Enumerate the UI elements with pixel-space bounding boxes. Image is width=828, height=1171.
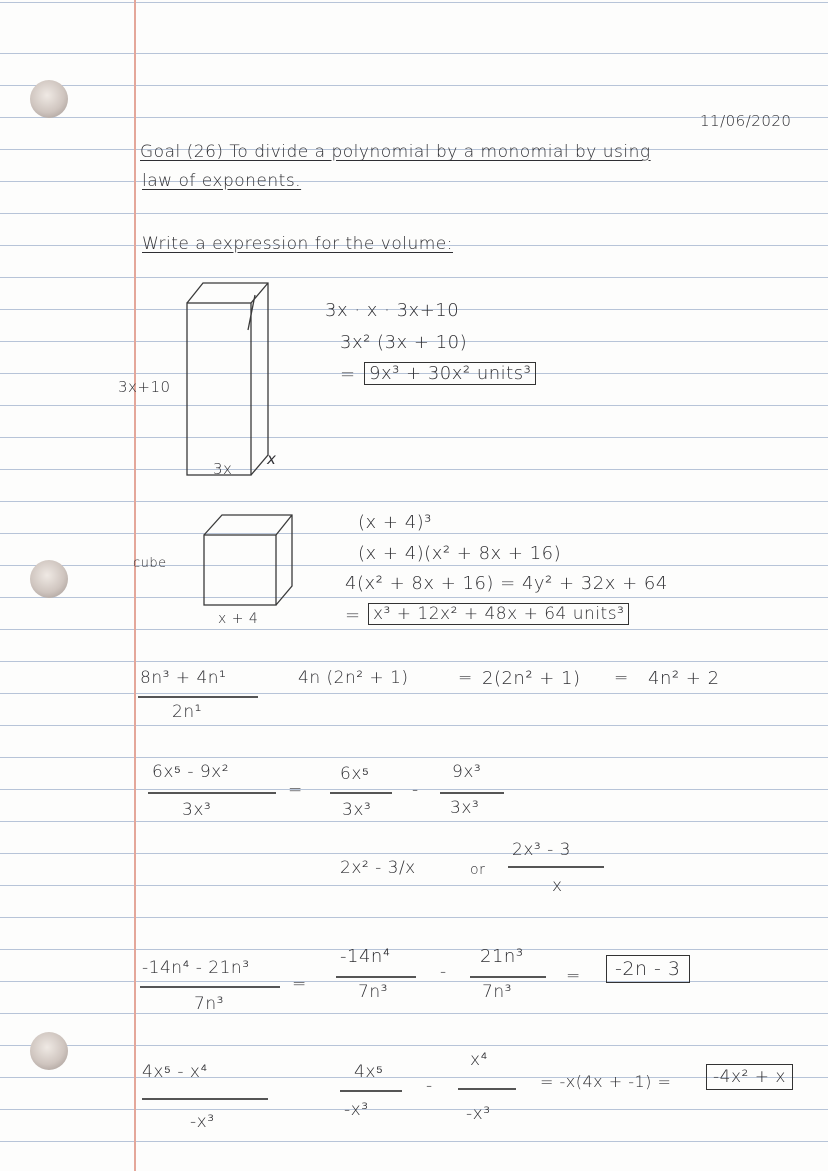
p2-simplified: 2x² - 3/x <box>340 858 416 878</box>
p4-term1-bar <box>340 1090 402 1092</box>
p2-term1-bar <box>330 792 392 794</box>
p2-term1-num: 6x⁵ <box>340 764 370 784</box>
p2-alt-num: 2x³ - 3 <box>512 840 571 860</box>
p2-term1-den: 3x³ <box>342 800 372 820</box>
p1-result: 4n² + 2 <box>648 668 720 689</box>
prism-answer-prefix: = <box>340 364 356 385</box>
cube-front-face <box>204 535 276 605</box>
prism-work-line-1: 3x · x · 3x+10 <box>325 300 460 321</box>
p2-eq: = <box>288 780 303 800</box>
p4-denominator: -x³ <box>190 1112 215 1132</box>
p4-term1-num: 4x⁵ <box>354 1062 384 1082</box>
cube-work-line-3: 4(x² + 8x + 16) = 4y² + 32x + 64 <box>345 573 668 594</box>
prism-width-label: 3x <box>213 460 233 478</box>
p2-alt-bar <box>508 866 604 868</box>
p2-or: or <box>470 862 486 878</box>
p3-term2-num: 21n³ <box>480 946 524 967</box>
prism-depth-label: x <box>267 450 277 468</box>
p2-denominator: 3x³ <box>182 800 212 820</box>
p3-denominator: 7n³ <box>194 994 224 1014</box>
p3-eq-2: = <box>566 966 581 986</box>
prism-answer-box: 9x³ + 30x² units³ <box>364 362 536 385</box>
p2-term2-bar <box>440 792 504 794</box>
p1-step-1: 4n (2n² + 1) <box>298 668 409 688</box>
p3-term1-den: 7n³ <box>358 982 388 1002</box>
p3-term1-num: -14n⁴ <box>340 946 391 967</box>
p2-term2-num: 9x³ <box>452 762 482 782</box>
p3-minus: - <box>440 962 447 982</box>
cube-answer-box: x³ + 12x² + 48x + 64 units³ <box>368 603 629 625</box>
p3-eq: = <box>292 974 307 994</box>
prism-work-line-2: 3x² (3x + 10) <box>340 332 468 353</box>
goal-line-1: Goal (26) To divide a polynomial by a monomial by using <box>140 142 651 162</box>
p1-eq-2: = <box>614 668 629 688</box>
p4-fraction-bar <box>142 1098 268 1100</box>
p4-term1-den: -x³ <box>344 1100 369 1120</box>
volume-heading: Write a expression for the volume: <box>142 234 453 254</box>
p4-term2-num: x⁴ <box>470 1050 488 1070</box>
goal-line-2: law of exponents. <box>142 171 302 191</box>
p1-numerator: 8n³ + 4n¹ <box>140 668 227 688</box>
p2-minus: - <box>412 780 419 800</box>
p2-term2-den: 3x³ <box>450 798 480 818</box>
cube-work-line-2: (x + 4)(x² + 8x + 16) <box>358 543 562 564</box>
cube-work-line-1: (x + 4)³ <box>358 512 432 533</box>
p1-fraction-bar <box>138 696 258 698</box>
p4-answer-box: -4x² + x <box>706 1064 793 1090</box>
p3-answer-box: -2n - 3 <box>606 955 690 983</box>
p4-step: = -x(4x + -1) = <box>540 1072 672 1091</box>
cube-label: cube <box>133 556 167 571</box>
p2-numerator: 6x⁵ - 9x² <box>152 762 230 782</box>
p3-term2-bar <box>470 976 546 978</box>
date: 11/06/2020 <box>700 112 792 130</box>
p4-minus: - <box>426 1076 433 1096</box>
cube-side-label: x + 4 <box>218 611 259 627</box>
prism-front-face <box>187 303 251 475</box>
p1-step-2: 2(2n² + 1) <box>482 668 581 689</box>
p3-term1-bar <box>336 976 416 978</box>
p1-eq-1: = <box>458 668 473 688</box>
p4-term2-bar <box>458 1088 516 1090</box>
p4-term2-den: -x³ <box>466 1104 491 1124</box>
p4-numerator: 4x⁵ - x⁴ <box>142 1062 208 1082</box>
prism-height-label: 3x+10 <box>118 378 171 396</box>
p3-fraction-bar <box>140 986 280 988</box>
p2-alt-den: x <box>552 876 563 896</box>
p3-numerator: -14n⁴ - 21n³ <box>142 958 250 978</box>
p1-denominator: 2n¹ <box>172 702 202 722</box>
p2-fraction-bar <box>148 792 276 794</box>
p3-term2-den: 7n³ <box>482 982 512 1002</box>
cube-answer-prefix: = <box>345 605 361 626</box>
